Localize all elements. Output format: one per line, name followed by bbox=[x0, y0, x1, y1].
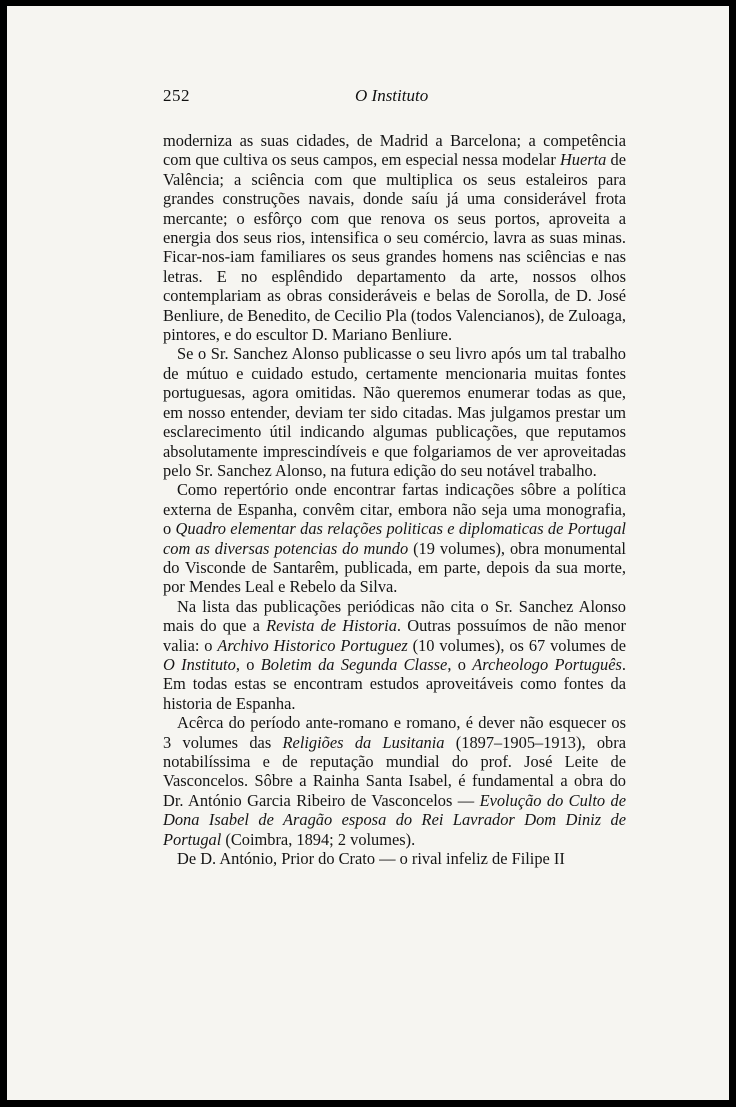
text-run: Na lista das publicações periódicas não cita o Sr. Sanchez Alonso mais do que a bbox=[163, 596, 626, 636]
paragraph bbox=[163, 849, 626, 868]
italic-title: Archivo Historico Portuguez bbox=[217, 635, 408, 655]
text-run: Acêrca do período ante-romano e romano, é dever não esquecer os 3 volumes das bbox=[163, 713, 626, 752]
text-run: De D. António, Prior do Crato — o rival infeliz de Filipe II bbox=[177, 849, 565, 869]
text-run: (Coimbra, 1894; 2 volumes). bbox=[221, 829, 416, 849]
paragraph bbox=[163, 713, 626, 849]
italic-title: O Instituto bbox=[163, 654, 236, 674]
text-run: . Em todas estas se encontram estudos aproveitáveis como fontes da historia de Espanha. bbox=[163, 654, 626, 713]
paragraph bbox=[163, 344, 626, 480]
text-run: , o bbox=[447, 654, 473, 674]
text-run: (1897–1905–1913), obra notabilíssima e de reputação mundial do prof. José Leite de Vasconcelos. Sôbre a Rainha Santa Isabel, é fundamental a obra do Dr. António Garcia Ribeiro de Vasconcelos — bbox=[163, 732, 626, 810]
text-run: , o bbox=[235, 654, 261, 674]
paragraph bbox=[163, 131, 626, 344]
italic-title: Evolução do Culto de Dona Isabel de Aragão esposa do Rei Lavrador Dom Diniz de Portugal bbox=[163, 790, 626, 849]
text-run: de Valência; a sciência com que multiplica os seus estaleiros para grandes construções navais, donde saíu já uma considerável frota mercante; o esfôrço com que renova os seus portos, aproveita a energia dos seus rios, intensifica o seu comércio, lavra as suas minas. Ficar-nos-iam familiares os seus grandes homens nas sciências e nas letras. E no esplêndido departamento da arte, nossos olhos contemplariam as obras consideráveis e belas de Sorolla, de D. José Benliure, de Benedito, de Cecilio Pla (todos Valencianos), de Zuloaga, pintores, e do escultor D. Mariano Benliure. bbox=[163, 150, 626, 345]
italic-title: Boletim da Segunda Classe bbox=[260, 654, 448, 674]
italic-title: Huerta bbox=[559, 150, 607, 170]
page-number: 252 bbox=[163, 86, 190, 105]
text-run: (10 volumes), os 67 volumes de bbox=[407, 635, 626, 655]
body-text bbox=[163, 131, 626, 868]
paragraph bbox=[163, 597, 626, 713]
text-run: moderniza as suas cidades, de Madrid a Barcelona; a competência com que cultiva os seus campos, em especial nessa modelar bbox=[163, 131, 626, 170]
italic-title: Religiões da Lusitania bbox=[282, 732, 445, 752]
book-page bbox=[7, 6, 729, 1100]
page-header bbox=[163, 86, 633, 108]
running-title: O Instituto bbox=[355, 86, 429, 105]
text-run: (19 volumes), obra monumental do Visconde de Santarêm, publicada, em parte, depois da sua morte, por Mendes Leal e Rebelo da Silva. bbox=[163, 538, 626, 597]
text-run: Se o Sr. Sanchez Alonso publicasse o seu livro após um tal trabalho de mútuo e cuidado estudo, certamente mencionaria muitas fontes portuguesas, agora omitidas. Não queremos enumerar todas as que, em nosso entender, deviam ter sido citadas. Mas julgamos prestar um esclarecimento útil indicando algumas publicações, que reputamos absolutamente imprescindíveis e que folgariamos de ver aproveitadas pelo Sr. Sanchez Alonso, na futura edição do seu notável trabalho. bbox=[163, 344, 626, 480]
text-run: Como repertório onde encontrar fartas indicações sôbre a política externa de Espanha, convêm citar, embora não seja uma monografia, o bbox=[163, 480, 626, 539]
italic-title: Quadro elementar das relações politicas e diplomaticas de Portugal com as diversas potencias do mundo bbox=[163, 519, 626, 558]
text-run: . Outras possuímos de não menor valia: o bbox=[163, 616, 626, 655]
italic-title: Revista de Historia bbox=[266, 616, 397, 636]
italic-title: Archeologo Português bbox=[472, 654, 622, 674]
paragraph bbox=[163, 480, 626, 596]
